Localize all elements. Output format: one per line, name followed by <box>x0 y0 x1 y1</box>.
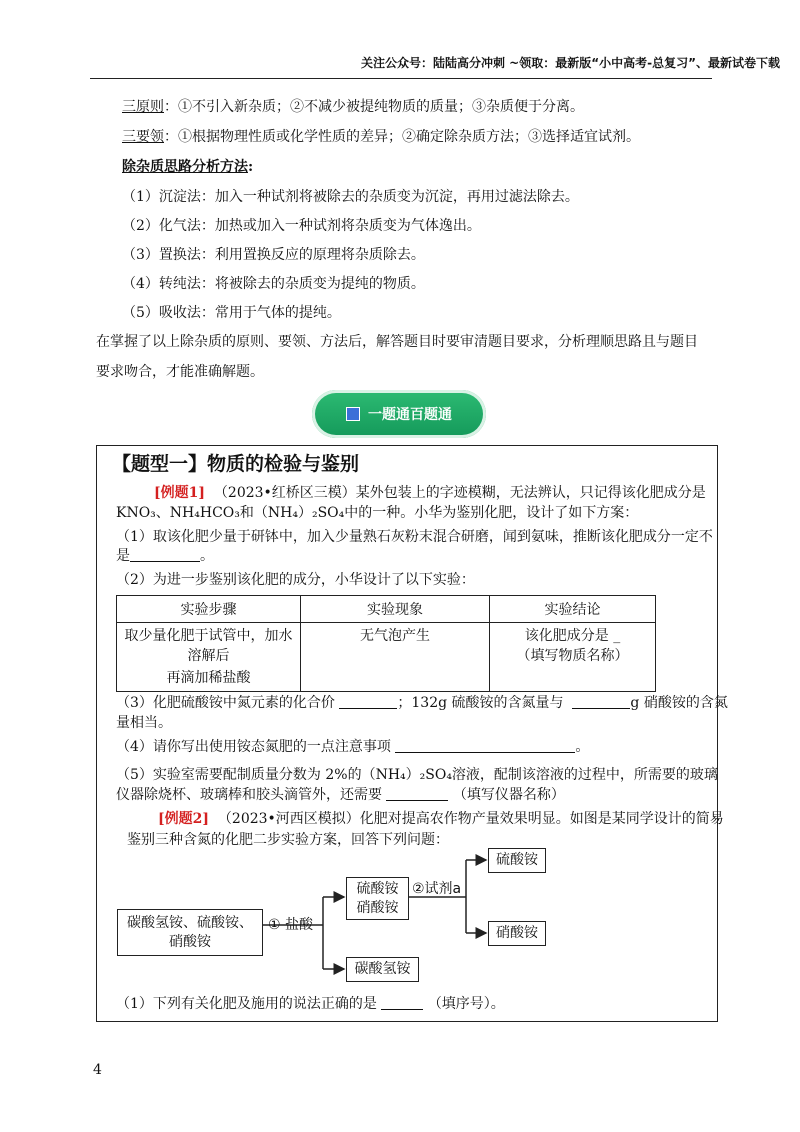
flow-middle-line: 硝酸铵 <box>356 900 399 916</box>
method-item: （1）沉淀法：加入一种试剂将被除去的杂质变为沉淀，再用过滤法除去。 <box>122 189 579 205</box>
three-principles-text: ：①不引入新杂质；②不减少被提纯物质的质量；③杂质便于分离。 <box>164 99 584 115</box>
example2-line2: 鉴别三种含氮的化肥二步实验方案，回答下列问题： <box>127 832 449 848</box>
q1-end: 。 <box>200 548 214 564</box>
example1-line2: KNO₃、NH₄HCO₃和（NH₄）₂SO₄中的一种。小华为鉴别化肥，设计了如下方案： <box>116 505 639 521</box>
page-header: 关注公众号：陆陆高分冲刺 ~领取：最新版“小中高考-总复习”、最新试卷下载 <box>361 56 780 70</box>
example1-tag: [例题1] <box>154 485 205 501</box>
q1-text: 是 <box>116 548 130 564</box>
flow-step2-label: ②试剂a <box>412 881 462 897</box>
answer-blank[interactable] <box>381 995 423 1010</box>
three-essentials-label: 三要领 <box>122 129 164 145</box>
flow-middle-line: 硫酸铵 <box>356 881 399 897</box>
table-header-cell: 实验结论 <box>490 596 656 623</box>
flow-out-bottom-box: 碳酸氢铵 <box>346 957 419 982</box>
page-number: 4 <box>93 1062 102 1078</box>
q3-text-a: （3）化肥硫酸铵中氮元素的化合价 <box>116 695 335 711</box>
method-item: （4）转纯法：将被除去的杂质变为提纯的物质。 <box>122 276 425 292</box>
method-item: （3）置换法：利用置换反应的原理将杂质除去。 <box>122 247 425 263</box>
e2-q1-text-a: （1）下列有关化肥及施用的说法正确的是 <box>116 996 377 1012</box>
three-essentials-text: ：①根据物理性质或化学性质的差异；②确定除杂质方法；③选择适宜试剂。 <box>164 129 640 145</box>
method-item: （5）吸收法：常用于气体的提纯。 <box>122 305 341 321</box>
e2-q1-text-b: （填序号）。 <box>427 996 505 1012</box>
table-header-cell: 实验现象 <box>301 596 490 623</box>
example1-q2: （2）为进一步鉴别该化肥的成分，小华设计了以下实验： <box>116 572 475 588</box>
summary-line: 在掌握了以上除杂质的原则、要领、方法后，解答题目时要审清题目要求，分析理顺思路且与题目 <box>96 334 698 350</box>
example1-q5-line1: （5）实验室需要配制质量分数为 2%的（NH₄）₂SO₄溶液，配制该溶液的过程中，所需要的玻璃 <box>116 767 718 783</box>
flow-start-line: 硝酸铵 <box>169 934 211 950</box>
banner-label: 一题通百题通 <box>368 407 452 423</box>
example1-q3-line2: 量相当。 <box>116 715 172 731</box>
example2-q1 <box>116 994 505 1014</box>
phenomenon-cell: 无气泡产生 <box>301 623 490 692</box>
flow-out-mid-box: 硝酸铵 <box>488 921 546 946</box>
step-line: 再滴加稀盐酸 <box>166 670 251 686</box>
q3-text-c: g 硝酸铵的含氮 <box>630 695 728 711</box>
step-line: 取少量化肥于试管中，加水 <box>124 628 293 644</box>
step-line: 溶解后 <box>187 648 230 664</box>
q4-end: 。 <box>575 739 590 755</box>
flow-middle-box <box>346 877 409 920</box>
three-principles-label: 三原则 <box>122 99 164 115</box>
conclusion-line: （填写物质名称） <box>516 648 629 664</box>
summary-line: 要求吻合，才能准确解题。 <box>96 364 264 380</box>
table-header-cell: 实验步骤 <box>117 596 301 623</box>
method-item: （2）化气法：加热或加入一种试剂将杂质变为气体逸出。 <box>122 218 481 234</box>
example2-text: （2023•河西区模拟）化肥对提高农作物产量效果明显。如图是某同学设计的简易 <box>217 811 724 827</box>
q3-text-b: ；132g 硫酸铵的含氮量与 <box>397 695 564 711</box>
flow-start-line: 碳酸氢铵、硫酸铵、 <box>127 915 253 931</box>
example1-text: （2023•红桥区三模）某外包装上的字迹模糊，无法辨认，只记得该化肥成分是 <box>213 485 706 501</box>
example1-q1-line1: （1）取该化肥少量于研钵中，加入少量熟石灰粉末混合研磨，闻到氨味，推断该化肥成分一定不 <box>116 529 713 545</box>
flow-out-top-box: 硫酸铵 <box>488 848 546 873</box>
flow-start-box <box>117 909 263 956</box>
q5-text-b: （填写仪器名称） <box>452 787 565 803</box>
example2-tag: [例题2] <box>158 811 209 827</box>
section-title: 【题型一】物质的检验与鉴别 <box>112 453 360 475</box>
flow-step1-label: ① 盐酸 <box>268 917 314 933</box>
conclusion-line: 该化肥成分是 _ <box>524 628 621 644</box>
method-title-text: 除杂质思路分析方法 <box>122 159 248 175</box>
q4-text: （4）请你写出使用铵态氮肥的一点注意事项 <box>116 739 391 755</box>
q5-text-a: 仪器除烧杯、玻璃棒和胶头滴管外，还需要 <box>116 787 382 803</box>
method-title-colon: : <box>248 159 254 175</box>
